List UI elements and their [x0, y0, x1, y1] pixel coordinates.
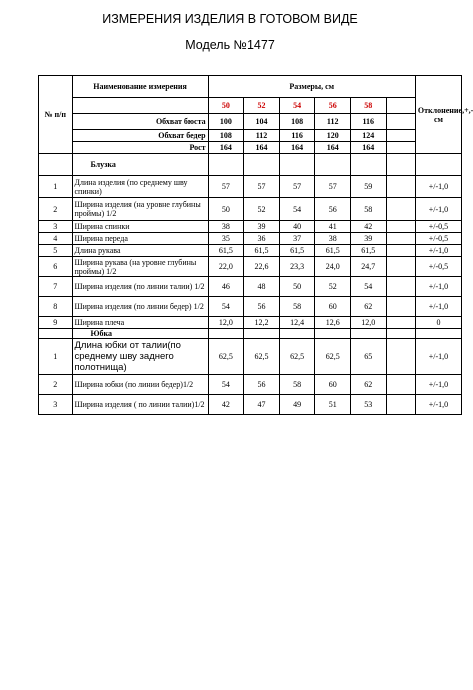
empty-cell [386, 329, 415, 339]
measurement-name: Длина юбки от талии(по среднему шву заднего полотнища) [72, 339, 208, 375]
section-title-blouse: Блузка [72, 154, 208, 176]
size-value: 47 [244, 395, 280, 415]
empty-cell [386, 221, 415, 233]
sizes-header: Размеры, см [208, 76, 415, 98]
param-value: 100 [208, 114, 244, 130]
empty-cell [386, 233, 415, 245]
empty-cell [386, 395, 415, 415]
param-value: 164 [350, 142, 386, 154]
measurement-name: Ширина изделия (по линии бедер) 1/2 [72, 297, 208, 317]
row-number: 1 [39, 339, 73, 375]
size-value: 39 [350, 233, 386, 245]
row-number: 9 [39, 317, 73, 329]
size-value: 58 [350, 198, 386, 221]
name-header: Наименование измерения [72, 76, 208, 98]
param-value: 164 [244, 142, 280, 154]
size-value: 40 [279, 221, 315, 233]
size-value: 46 [208, 277, 244, 297]
size-50: 50 [208, 98, 244, 114]
tolerance-value: 0 [415, 317, 461, 329]
size-row-spacer [72, 98, 208, 114]
empty-cell [386, 130, 415, 142]
size-value: 42 [350, 221, 386, 233]
size-value: 61,5 [315, 245, 351, 257]
measurement-name: Длина изделия (по среднему шву спинки) [72, 176, 208, 198]
size-value: 24,7 [350, 257, 386, 277]
measurement-name: Ширина спинки [72, 221, 208, 233]
measurements-table [38, 75, 473, 415]
empty-cell [386, 317, 415, 329]
size-54: 54 [279, 98, 315, 114]
measurement-name: Ширина переда [72, 233, 208, 245]
size-value: 23,3 [279, 257, 315, 277]
size-value: 12,6 [315, 317, 351, 329]
size-value: 22,0 [208, 257, 244, 277]
empty-cell [386, 297, 415, 317]
size-value: 38 [208, 221, 244, 233]
empty-cell [39, 329, 73, 339]
empty-cell [350, 329, 386, 339]
blouse-table-row [39, 277, 462, 297]
size-value: 36 [244, 233, 280, 245]
size-value: 52 [315, 277, 351, 297]
param-value: 116 [279, 130, 315, 142]
empty-cell [386, 198, 415, 221]
size-value: 50 [208, 198, 244, 221]
size-value: 54 [350, 277, 386, 297]
empty-cell [386, 245, 415, 257]
measurement-name: Ширина изделия (на уровне глубины проймы) 1/2 [72, 198, 208, 221]
param-label: Рост [72, 142, 208, 154]
empty-cell [386, 257, 415, 277]
empty-cell [315, 329, 351, 339]
row-number: 6 [39, 257, 73, 277]
measurement-name: Ширина рукава (на уровне глубины проймы) 1/2 [72, 257, 208, 277]
size-value: 53 [350, 395, 386, 415]
param-value: 164 [315, 142, 351, 154]
param-value: 112 [315, 114, 351, 130]
blouse-table-row [39, 297, 462, 317]
size-value: 54 [279, 198, 315, 221]
empty-cell [415, 154, 461, 176]
size-value: 39 [244, 221, 280, 233]
param-row [39, 114, 462, 130]
empty-cell [208, 329, 244, 339]
empty-cell [386, 277, 415, 297]
measurement-name: Ширина изделия (по линии талии) 1/2 [72, 277, 208, 297]
empty-cell [386, 339, 415, 375]
tolerance-value: +/-1,0 [415, 297, 461, 317]
size-value: 51 [315, 395, 351, 415]
size-value: 62,5 [208, 339, 244, 375]
size-value: 49 [279, 395, 315, 415]
size-value: 50 [279, 277, 315, 297]
size-value: 12,0 [350, 317, 386, 329]
empty-cell [386, 114, 415, 130]
row-number: 2 [39, 375, 73, 395]
param-row [39, 130, 462, 142]
row-number: 4 [39, 233, 73, 245]
skirt-table-row [39, 375, 462, 395]
size-value: 35 [208, 233, 244, 245]
param-row [39, 142, 462, 154]
param-value: 164 [208, 142, 244, 154]
size-value: 12,2 [244, 317, 280, 329]
tolerance-value: +/-0,5 [415, 233, 461, 245]
blouse-table-row [39, 257, 462, 277]
size-value: 12,4 [279, 317, 315, 329]
blouse-table-row [39, 198, 462, 221]
size-value: 56 [244, 297, 280, 317]
measurement-name: Ширина изделия ( по линии талии)1/2 [72, 395, 208, 415]
tolerance-value: +/-1,0 [415, 277, 461, 297]
document-title: ИЗМЕРЕНИЯ ИЗДЕЛИЯ В ГОТОВОМ ВИДЕ [102, 12, 358, 26]
empty-cell [415, 329, 461, 339]
size-value: 54 [208, 375, 244, 395]
tolerance-value: +/-1,0 [415, 198, 461, 221]
empty-cell [279, 329, 315, 339]
size-52: 52 [244, 98, 280, 114]
blouse-table-row [39, 245, 462, 257]
size-value: 61,5 [279, 245, 315, 257]
size-value: 60 [315, 297, 351, 317]
size-value: 57 [208, 176, 244, 198]
empty-cell [386, 176, 415, 198]
param-value: 112 [244, 130, 280, 142]
size-value: 61,5 [208, 245, 244, 257]
size-value: 58 [279, 297, 315, 317]
section-row-blouse [39, 154, 462, 176]
row-number: 7 [39, 277, 73, 297]
tolerance-value: +/-1,0 [415, 395, 461, 415]
size-value: 37 [279, 233, 315, 245]
measurement-name: Ширина плеча [72, 317, 208, 329]
section-title-skirt: Юбка [72, 329, 208, 339]
param-label: Обхват бюста [72, 114, 208, 130]
empty-cell [208, 154, 244, 176]
size-value: 48 [244, 277, 280, 297]
tolerance-value: +/-1,0 [415, 176, 461, 198]
size-value: 62,5 [244, 339, 280, 375]
size-value: 42 [208, 395, 244, 415]
size-value: 57 [279, 176, 315, 198]
empty-cell [315, 154, 351, 176]
size-value: 41 [315, 221, 351, 233]
size-value: 58 [279, 375, 315, 395]
size-value: 62 [350, 297, 386, 317]
row-number: 3 [39, 395, 73, 415]
row-number: 5 [39, 245, 73, 257]
size-value: 60 [315, 375, 351, 395]
size-value: 56 [244, 375, 280, 395]
size-value: 57 [315, 176, 351, 198]
blouse-table-row [39, 233, 462, 245]
tolerance-value: +/-1,0 [415, 375, 461, 395]
tolerance-value: +/-0,5 [415, 221, 461, 233]
row-number: 3 [39, 221, 73, 233]
size-value: 57 [244, 176, 280, 198]
empty-cell [350, 154, 386, 176]
blouse-table-row [39, 221, 462, 233]
blouse-table-row [39, 317, 462, 329]
size-value: 62 [350, 375, 386, 395]
size-value: 56 [315, 198, 351, 221]
skirt-table-row [39, 395, 462, 415]
model-number: Модель №1477 [185, 38, 275, 52]
num-header: № п/п [39, 76, 73, 154]
measurement-name: Ширина юбки (по линии бедер)1/2 [72, 375, 208, 395]
row-number: 1 [39, 176, 73, 198]
size-value: 65 [350, 339, 386, 375]
size-value: 12,0 [208, 317, 244, 329]
empty-cell [279, 154, 315, 176]
size-value: 62,5 [279, 339, 315, 375]
param-value: 108 [208, 130, 244, 142]
empty-cell [386, 154, 415, 176]
empty-cell [244, 329, 280, 339]
section-row-skirt [39, 329, 462, 339]
size-value: 61,5 [244, 245, 280, 257]
size-value: 52 [244, 198, 280, 221]
tolerance-value: +/-1,0 [415, 245, 461, 257]
param-value: 116 [350, 114, 386, 130]
empty-cell [244, 154, 280, 176]
deviation-header: Отклонение,+,- см [415, 76, 461, 154]
size-58: 58 [350, 98, 386, 114]
tolerance-value: +/-0,5 [415, 257, 461, 277]
param-value: 104 [244, 114, 280, 130]
measurement-name: Длина рукава [72, 245, 208, 257]
size-value: 24,0 [315, 257, 351, 277]
param-value: 120 [315, 130, 351, 142]
empty-cell [386, 375, 415, 395]
empty-cell [386, 142, 415, 154]
row-number: 8 [39, 297, 73, 317]
size-value: 22,6 [244, 257, 280, 277]
size-value: 62,5 [315, 339, 351, 375]
size-value: 61,5 [350, 245, 386, 257]
empty-cell [39, 154, 73, 176]
skirt-table-row [39, 339, 462, 375]
row-number: 2 [39, 198, 73, 221]
size-value: 38 [315, 233, 351, 245]
size-extra-cell [386, 98, 415, 114]
param-label: Обхват бедер [72, 130, 208, 142]
size-value: 59 [350, 176, 386, 198]
param-value: 108 [279, 114, 315, 130]
tolerance-value: +/-1,0 [415, 339, 461, 375]
param-value: 164 [279, 142, 315, 154]
blouse-table-row [39, 176, 462, 198]
size-56: 56 [315, 98, 351, 114]
size-value: 54 [208, 297, 244, 317]
param-value: 124 [350, 130, 386, 142]
